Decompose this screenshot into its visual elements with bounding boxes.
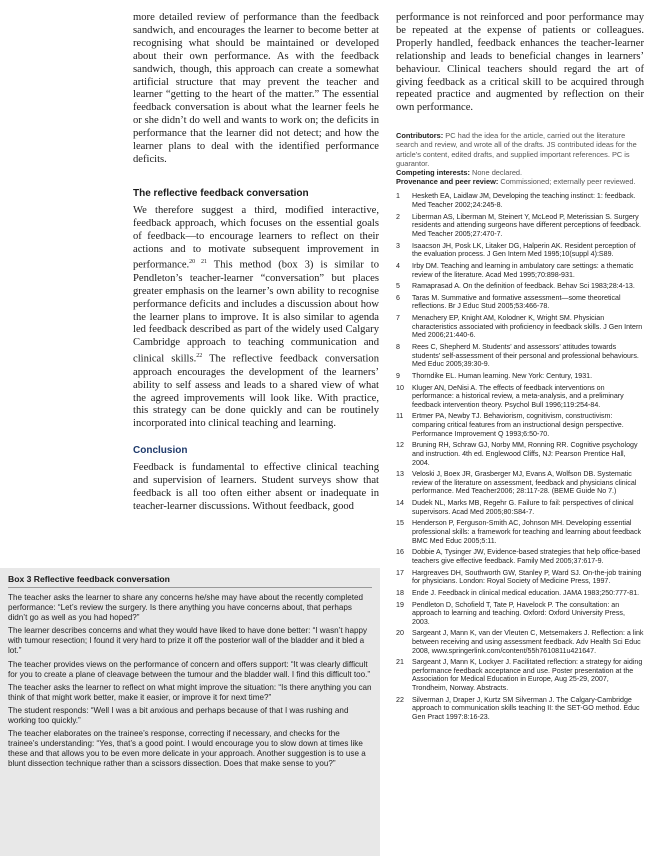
reference-item [396, 601, 644, 627]
reference-text: Silverman J, Draper J, Kurtz SM Silverman J. The Calgary-Cambridge approach to communication skills teaching II: the SET-GO method. Educ Gen Pract 1997:8:16-23. [412, 695, 640, 721]
reflective-paragraph [133, 205, 379, 431]
reference-number: 6 [396, 293, 400, 302]
reference-number: 16 [396, 548, 404, 557]
reference-text: Bruning RH, Schraw GJ, Norby MM, Ronning RR. Cognitive psychology and instruction. 4th ed. Englewood Cliffs, NJ: Pearson Prentice Hall, 2004. [412, 441, 638, 467]
reference-item [396, 589, 644, 598]
box-3-paragraph: The teacher asks the learner to share any concerns he/she may have about the recently completed performance: “Let’s review the surgery. Is there anything you have concerns about, that perhaps didn’t go as well as you had hoped?” [8, 593, 363, 623]
reference-number: 13 [396, 470, 404, 479]
reference-item [396, 343, 644, 369]
provenance-note [396, 177, 644, 186]
reference-text: Sargeant J, Mann K, van der Vleuten C, Metsemakers J. Reflection: a link between receiving and using assessment feedback. Adv Health Sci Educ 2008, www.springerlink.com/content/55h7610811u421647. [412, 629, 644, 655]
reference-number: 12 [396, 441, 404, 450]
contributors-label: Contributors: [396, 131, 444, 141]
left-column [133, 12, 379, 514]
reference-text: Hesketh EA, Laidlaw JM, Developing the teaching instinct: 1: feedback. Med Teacher 2002;24:245-8. [412, 192, 636, 210]
reference-item [396, 384, 644, 410]
reference-item [396, 470, 644, 496]
section-heading-conclusion: Conclusion [133, 445, 188, 457]
reference-list [396, 192, 644, 721]
reference-item [396, 629, 644, 655]
reference-item [396, 262, 644, 279]
reference-item [396, 658, 644, 692]
box-3-paragraph: The teacher elaborates on the trainee’s response, correcting if necessary, and checks for the trainee’s understanding: “Yes, that’s a good point. I would encourage you to slow down at times like these and that allows you to be even more delicate in your approach. Another suggestion is to use a blunt dissection technique rather than a scissors dissection. Does that make sense to you?” [8, 729, 366, 769]
reference-number: 21 [396, 658, 404, 667]
reference-number: 10 [396, 383, 404, 392]
citation-20-21: 20 21 [189, 259, 207, 266]
reference-item [396, 213, 644, 239]
reference-item [396, 499, 644, 516]
contributors-note [396, 131, 644, 168]
reference-number: 20 [396, 629, 404, 638]
reference-number: 9 [396, 371, 400, 380]
reference-text: Liberman AS, Liberman M, Steinert Y, McLeod P, Meterissian S. Surgery residents and attending surgeons have different perceptions of feedback. Med Teacher 2005;27:470-7. [412, 212, 641, 238]
contributors-text: PC had the idea for the article, carried out the literature search and review, and wrote all of the drafts. JS contributed ideas for the article’s content, edited drafts, and supplied important references. PC is guarantor. [396, 131, 637, 168]
reference-text: Ende J. Feedback in clinical medical education. JAMA 1983;250:777-81. [412, 588, 640, 597]
box-3-panel [0, 568, 380, 856]
reference-item [396, 519, 644, 545]
citation-22: 22 [196, 353, 203, 360]
conclusion-continued: performance is not reinforced and poor performance may be repeated at the expense of patients or colleagues. Properly handled, feedback enhances the teacher-learner relationship and leads to beneficial changes in learners’ behaviour. Clinical teachers should regard the art of giving feedback as a critical skill to be acquired through repeated practice and augmented by reflection on their own performance. [396, 12, 644, 114]
conclusion-paragraph: Feedback is fundamental to effective clinical teaching and supervision of learners. Student surveys show that feedback is all too often either absent or inadequate in teacher-learner discussions. Without feedback, good [133, 462, 379, 512]
reference-number: 1 [396, 192, 400, 201]
reference-text: Henderson P, Ferguson-Smith AC, Johnson MH. Developing essential professional skills: a framework for teaching and learning about feedback BMC Med Educ 2005;5:11. [412, 519, 642, 545]
reference-number: 14 [396, 499, 404, 508]
reference-number: 3 [396, 241, 400, 250]
reference-item [396, 548, 644, 565]
continued-paragraph: more detailed review of performance than the feedback sandwich, and encourages the learner to become better at recognising what should be maintained or developed about their own performance. As with the feedback sandwich, though, this approach can create a somewhat artificial structure that may prevent the teacher and learner “getting to the heart of the matter.” The essential feedback conversation is about what the learner feels he or she didn’t do well and wants to work on; the deficits in performance that the learner did not detect; and how the learner plans to deal with the identified performance deficits. [133, 12, 379, 165]
reference-number: 18 [396, 588, 404, 597]
reference-item [396, 314, 644, 340]
reference-item [396, 412, 644, 438]
reference-text: Dudek NL, Marks MB, Regehr G. Failure to fail: perspectives of clinical supervisors. Acad Med 2005;80:S84-7. [412, 499, 634, 516]
right-column [396, 12, 644, 725]
box-3-paragraph: The learner describes concerns and what they would have liked to have done better: “I wasn’t happy with tumour resection; I found it very hard to prize it off the posterior wall of the bladder and it bled a lot.” [8, 626, 368, 656]
provenance-label: Provenance and peer review: [396, 177, 499, 187]
reference-number: 19 [396, 600, 404, 609]
reference-number: 4 [396, 261, 400, 270]
box-3-title: Box 3 Reflective feedback conversation [8, 574, 372, 588]
box-3-paragraph: The student responds: “Well I was a bit anxious and perhaps because of that I was rushing and working too quickly.” [8, 705, 349, 726]
reference-number: 17 [396, 568, 404, 577]
competing-label: Competing interests: [396, 168, 470, 178]
reference-text: Rees C, Shepherd M. Students’ and assessors’ attitudes towards students’ self-assessment of their personal and professional behaviours. Med Educ 2005;39:30-9. [412, 343, 639, 369]
reference-number: 7 [396, 314, 400, 323]
reference-text: Ramaprasad A. On the definition of feedback. Behav Sci 1983;28:4-13. [412, 282, 635, 291]
box-3-body [8, 593, 372, 770]
reference-text: Irby DM. Teaching and learning in ambulatory care settings: a thematic review of the literature. Acad Med 1995;70:898-931. [412, 261, 634, 279]
competing-interests-note [396, 168, 644, 177]
article-meta [396, 131, 644, 186]
reference-text: Sargeant J, Mann K, Lockyer J. Facilitated reflection: a strategy for aiding performance feedback acceptance and use. Poster presentation at the Association for Medical Education in Europe, Aug 25-29, 2007, Trondheim, Norway. Abstracts. [412, 658, 643, 693]
competing-text: None declared. [469, 168, 523, 178]
reference-text: Pendleton D, Schofield T, Tate P, Havelock P. The consultation: an approach to learning and teaching. Oxford: Oxford University Press, 2003. [412, 600, 625, 626]
reference-text: Thorndike EL. Human learning. New York: Century, 1931. [412, 371, 593, 380]
reference-item [396, 192, 644, 209]
reflective-text-b: This method (box 3) is similar to Pendleton’s teacher-learner “conversation” but places greater emphasis on the learner’s own ability to recognise performance deficits and includes a discussion about how the learner plans to improve. It is also similar to agenda led feedback described as part of the widely used Calgary Cambridge approach to teaching communication and clinical skills. [133, 259, 380, 365]
section-heading-reflective: The reflective feedback conversation [133, 187, 309, 199]
reference-text: Taras M. Summative and formative assessment—some theoretical reflections. Br J Educ Stud 2005;53:466-78. [412, 293, 621, 311]
reference-text: Kluger AN, DeNisi A. The effects of feedback interventions on performance: a historical review, a meta-analysis, and a preliminary feedback intervention theory. Psychol Bull 1996;119:254-84. [412, 383, 624, 409]
reflective-text-a: We therefore suggest a third, modified interactive, feedback approach, which focuses on the essential goals of feedback—to encourage learners to reflect on their actions and to motivate subsequent improvement in performance. [133, 204, 379, 271]
reference-number: 15 [396, 519, 404, 528]
reference-item [396, 696, 644, 722]
reference-number: 5 [396, 282, 400, 291]
reference-number: 22 [396, 695, 404, 704]
reference-item [396, 282, 644, 291]
reference-item [396, 242, 644, 259]
provenance-text: Commissioned; externally peer reviewed. [498, 177, 636, 187]
reference-number: 2 [396, 212, 400, 221]
reflective-text-c: The reflective feedback conversation approach encourages the development of the learners’ ability to self assess and leads to a shared view of what the agreed improvements will look like. With practice, this strategy can be done quickly and can be routinely incorporated into clinical teaching and learning. [133, 353, 379, 430]
reference-text: Dobbie A, Tysinger JW, Evidence-based strategies that help office-based teachers give effective feedback. Family Med 2005;37:617-9. [412, 548, 641, 565]
reference-text: Ertmer PA, Newby TJ. Behaviorism, cognitivism, constructivism: comparing critical features from an instructional design perspective. Performance Improvement Q 1993;6:50-70. [412, 412, 624, 438]
reference-item [396, 372, 644, 381]
box-3-paragraph: The teacher asks the learner to reflect on what might improve the situation: “Is there anything you can think of that might work better, make it easier, or improve it for next time?” [8, 682, 372, 702]
reference-number: 11 [396, 412, 404, 421]
box-3-paragraph: The teacher provides views on the performance of concern and offers support: “It was clearly difficult for you to create a plane of cleavage between the tumour and the bladder wall. I find this difficult too.” [8, 659, 371, 679]
reference-text: Hargreaves DH, Southworth GW, Stanley P, Ward SJ. On-the-job training for physicians. London: Royal Society of Medicine Press, 1997. [412, 568, 642, 586]
reference-item [396, 441, 644, 467]
reference-item [396, 294, 644, 311]
reference-text: Veloski J, Boex JR, Grasberger MJ, Evans A, Wolfson DB. Systematic review of the literature on assessment, feedback and physicians clinical performance. Med Teacher2006; 28:117-28. (BEME Guide No 7.) [412, 470, 637, 496]
reference-number: 8 [396, 343, 400, 352]
reference-text: Isaacson JH, Posk LK, Litaker DG, Halperin AK. Resident perception of the evaluation process. J Gen Intern Med 1995;10(suppl 4):S89. [412, 241, 636, 259]
reference-item [396, 569, 644, 586]
reference-text: Menachery EP, Knight AM, Kolodner K, Wright SM. Physician characteristics associated with proficiency in feedback skills. J Gen Intern Med 2006;21:440-6. [412, 314, 643, 340]
